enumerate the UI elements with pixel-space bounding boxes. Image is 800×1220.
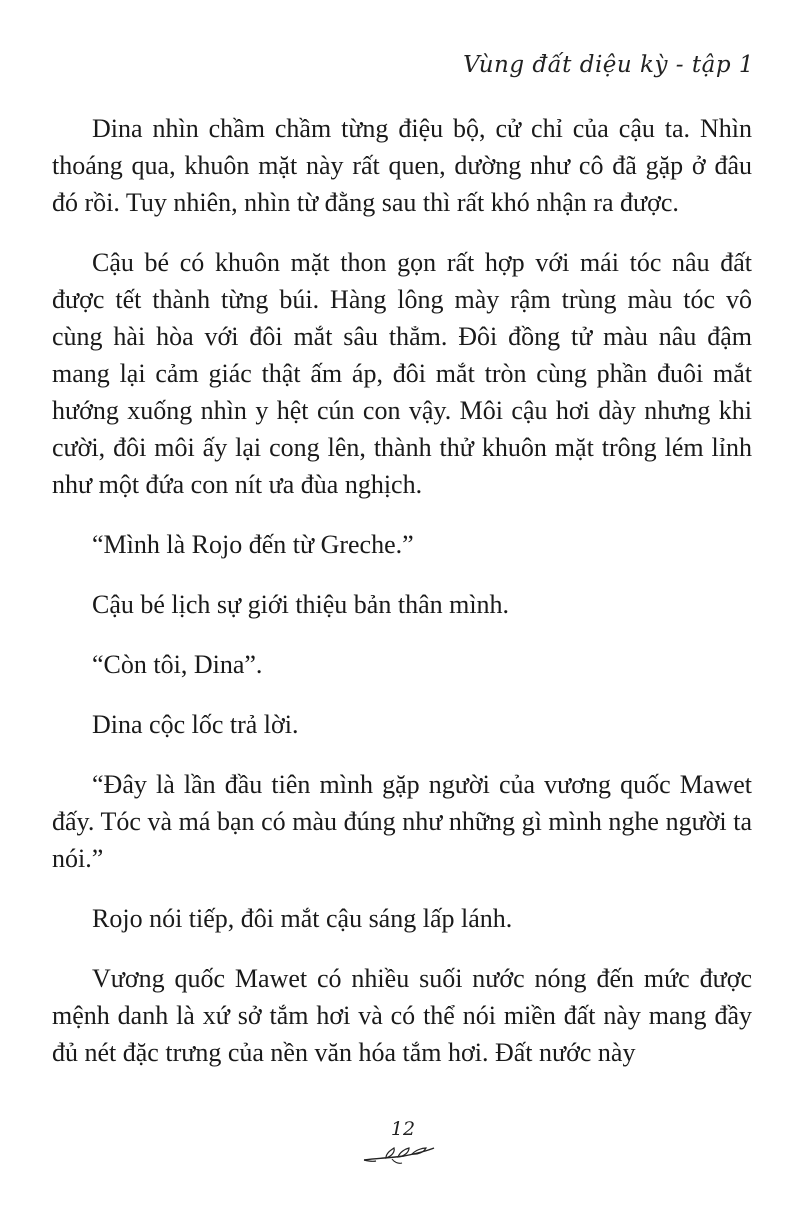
page-number: 12 xyxy=(390,1118,416,1140)
running-header-title: Vùng đất diệu kỳ - tập 1 xyxy=(463,52,754,78)
paragraph: “Đây là lần đầu tiên mình gặp người của vương quốc Mawet đấy. Tóc và má bạn có màu đúng như những gì mình nghe người ta nói.” xyxy=(52,770,752,873)
leaf-vine-ornament-icon xyxy=(360,1144,440,1166)
paragraph: “Còn tôi, Dina”. xyxy=(92,650,263,679)
paragraph: “Mình là Rojo đến từ Greche.” xyxy=(92,530,414,559)
paragraph: Dina cộc lốc trả lời. xyxy=(92,710,299,739)
paragraph: Rojo nói tiếp, đôi mắt cậu sáng lấp lánh. xyxy=(92,904,513,933)
body-text xyxy=(52,110,752,1094)
paragraph: Dina nhìn chầm chầm từng điệu bộ, cử chỉ của cậu ta. Nhìn thoáng qua, khuôn mặt này rất quen, dường như cô đã gặp ở đâu đó rồi. Tuy nhiên, nhìn từ đằng sau thì rất khó nhận ra được. xyxy=(52,114,752,217)
paragraph: Cậu bé lịch sự giới thiệu bản thân mình. xyxy=(92,590,510,619)
paragraph: Vương quốc Mawet có nhiều suối nước nóng đến mức được mệnh danh là xứ sở tắm hơi và có thể nói miền đất này mang đầy đủ nét đặc trưng của nền văn hóa tắm hơi. Đất nước này xyxy=(52,964,752,1067)
paragraph: Cậu bé có khuôn mặt thon gọn rất hợp với mái tóc nâu đất được tết thành từng búi. Hàng lông mày rậm trùng màu tóc vô cùng hài hòa với đôi mắt sâu thẳm. Đôi đồng tử màu nâu đậm mang lại cảm giác thật ấm áp, đôi mắt tròn cùng phần đuôi mắt hướng xuống nhìn y hệt cún con vậy. Môi cậu hơi dày nhưng khi cười, đôi môi ấy lại cong lên, thành thử khuôn mặt trông lém lỉnh như một đứa con nít ưa đùa nghịch. xyxy=(52,248,752,499)
page-footer xyxy=(0,1118,800,1166)
